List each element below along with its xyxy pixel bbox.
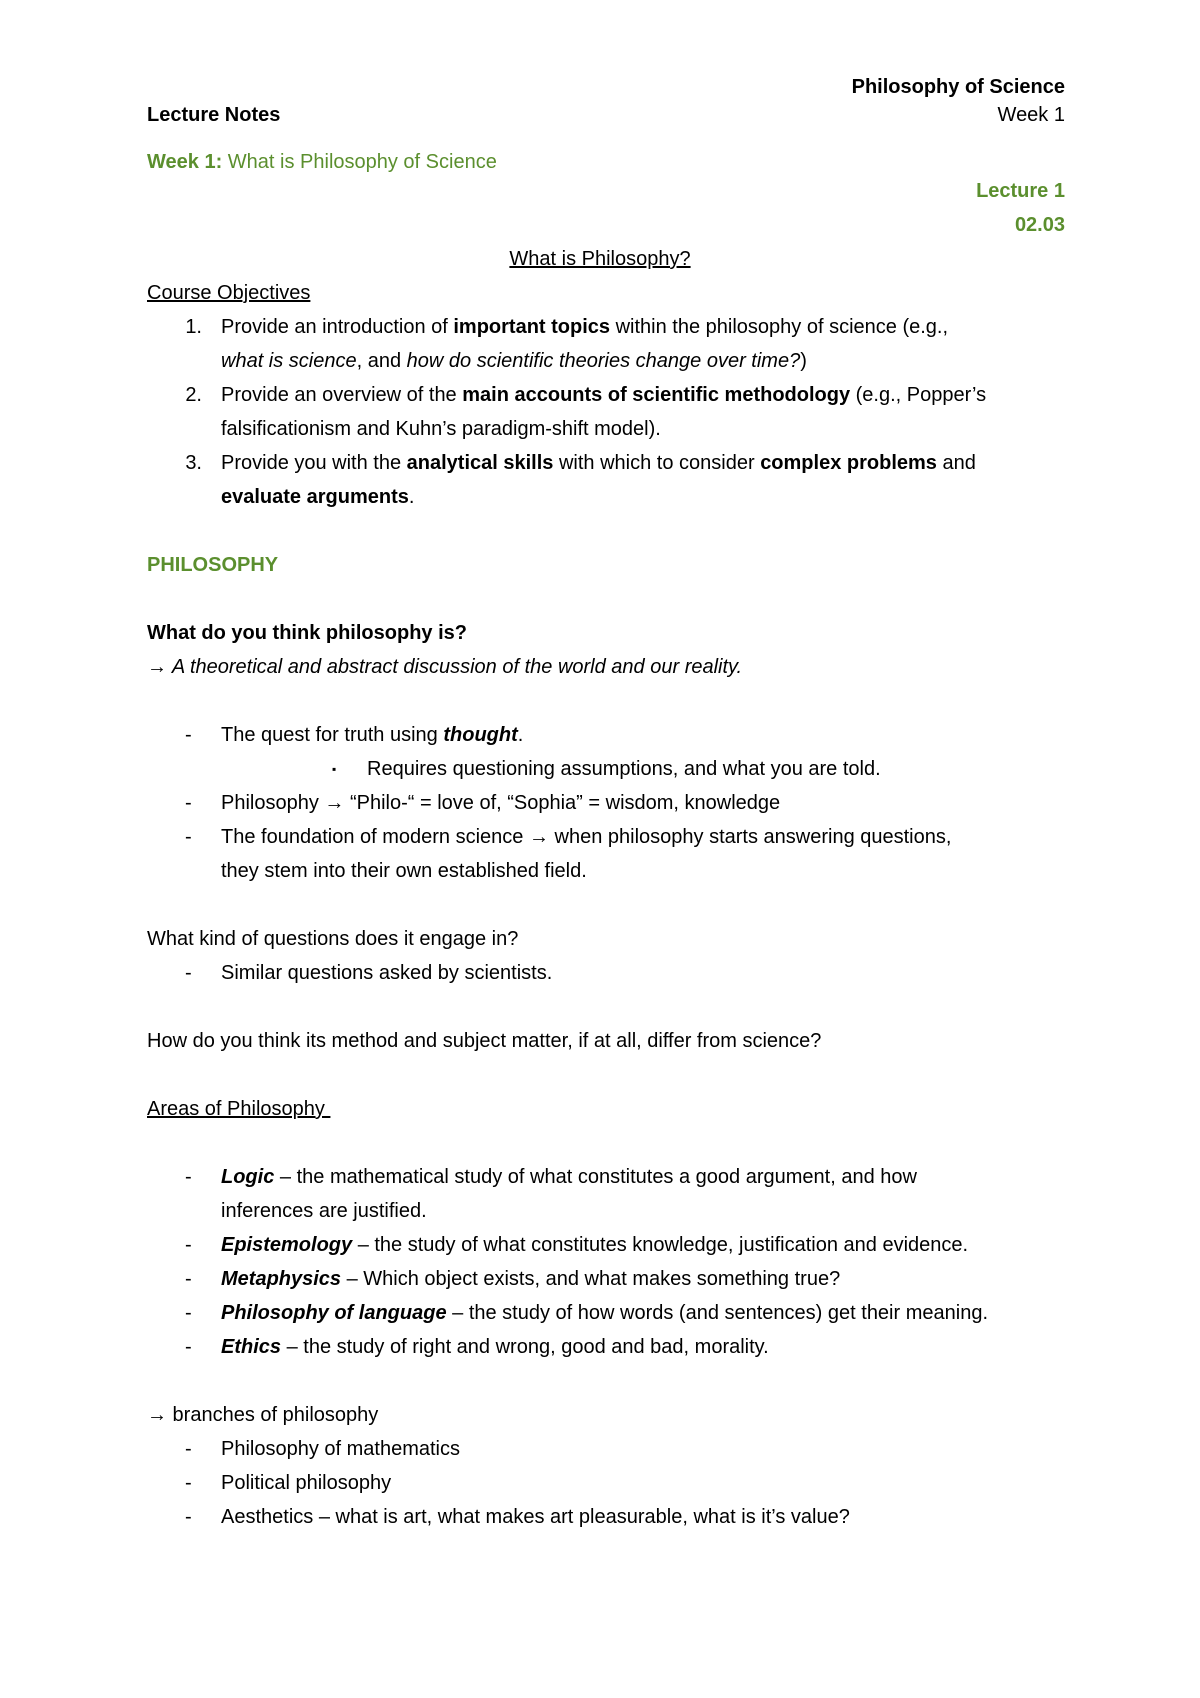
objective-line: falsificationism and Kuhn’s paradigm-shift model). [221,418,661,440]
bullet-item: The foundation of modern science → when philosophy starts answering questions, [221,826,952,848]
bullet-item: Similar questions asked by scientists. [221,962,553,984]
objective-number: 1. [185,316,202,338]
question-answer: → A theoretical and abstract discussion of the world and our reality. [147,656,743,678]
area-term: Logic [221,1166,275,1188]
area-item: Epistemology – the study of what constitutes knowledge, justification and evidence. [221,1234,969,1256]
objective-line: evaluate arguments. [221,486,415,508]
area-term: Epistemology [221,1234,353,1256]
area-term: Philosophy of language [221,1302,447,1324]
bullet-square: ▪ [332,762,337,776]
objective-line: what is science, and how do scientific theories change over time?) [221,350,807,372]
bullet-dash: - [185,1336,192,1358]
branch-item: Aesthetics – what is art, what makes art pleasurable, what is it’s value? [221,1506,850,1528]
areas-heading: Areas of Philosophy [147,1098,331,1120]
lecture-number: Lecture 1 [976,180,1065,202]
page-title: What is Philosophy? [509,248,691,270]
bullet-item: Philosophy → “Philo-“ = love of, “Sophia” = wisdom, knowledge [221,792,781,814]
question-text: How do you think its method and subject matter, if at all, differ from science? [147,1030,822,1052]
week-number: Week 1 [997,104,1065,126]
bullet-dash: - [185,1166,192,1188]
bullet-dash: - [185,1302,192,1324]
lecture-date: 02.03 [1014,214,1065,236]
area-item-continued: inferences are justified. [221,1200,427,1222]
area-term: Metaphysics [221,1268,342,1290]
bullet-dash: - [185,1234,192,1256]
branch-item: Philosophy of mathematics [221,1438,461,1460]
objective-line: Provide an overview of the main accounts of scientific methodology (e.g., Popper’s [221,384,987,406]
branches-heading: → branches of philosophy [147,1404,379,1426]
question-text: What kind of questions does it engage in? [147,928,519,950]
bullet-dash: - [185,1472,192,1494]
bullet-dash: - [185,1506,192,1528]
area-item: Philosophy of language – the study of how words (and sentences) get their meaning. [221,1302,988,1324]
week-label: Week 1: [147,151,223,173]
branch-item: Political philosophy [221,1472,392,1494]
sub-bullet-item: Requires questioning assumptions, and what you are told. [367,758,881,780]
course-title: Philosophy of Science [851,76,1065,98]
bullet-dash: - [185,962,192,984]
bullet-item-continued: they stem into their own established field. [221,860,587,882]
bullet-dash: - [185,1438,192,1460]
objective-line: Provide an introduction of important topics within the philosophy of science (e.g., [221,316,949,338]
bullet-dash: - [185,792,192,814]
question-heading: What do you think philosophy is? [147,622,467,644]
objective-line: Provide you with the analytical skills with which to consider complex problems and [221,452,976,474]
section-heading: PHILOSOPHY [147,554,279,576]
bullet-item: The quest for truth using thought. [221,724,524,746]
bullet-dash: - [185,1268,192,1290]
bullet-dash: - [185,724,192,746]
week-heading [147,145,497,179]
week-title: What is Philosophy of Science [227,151,497,173]
objective-number: 3. [185,452,202,474]
objectives-heading: Course Objectives [147,282,311,304]
area-item: Logic – the mathematical study of what constitutes a good argument, and how [221,1166,917,1188]
doc-type: Lecture Notes [147,104,281,126]
area-item: Ethics – the study of right and wrong, good and bad, morality. [221,1336,769,1358]
objective-number: 2. [185,384,202,406]
bullet-dash: - [185,826,192,848]
area-term: Ethics [221,1336,282,1358]
area-item: Metaphysics – Which object exists, and what makes something true? [221,1268,841,1290]
